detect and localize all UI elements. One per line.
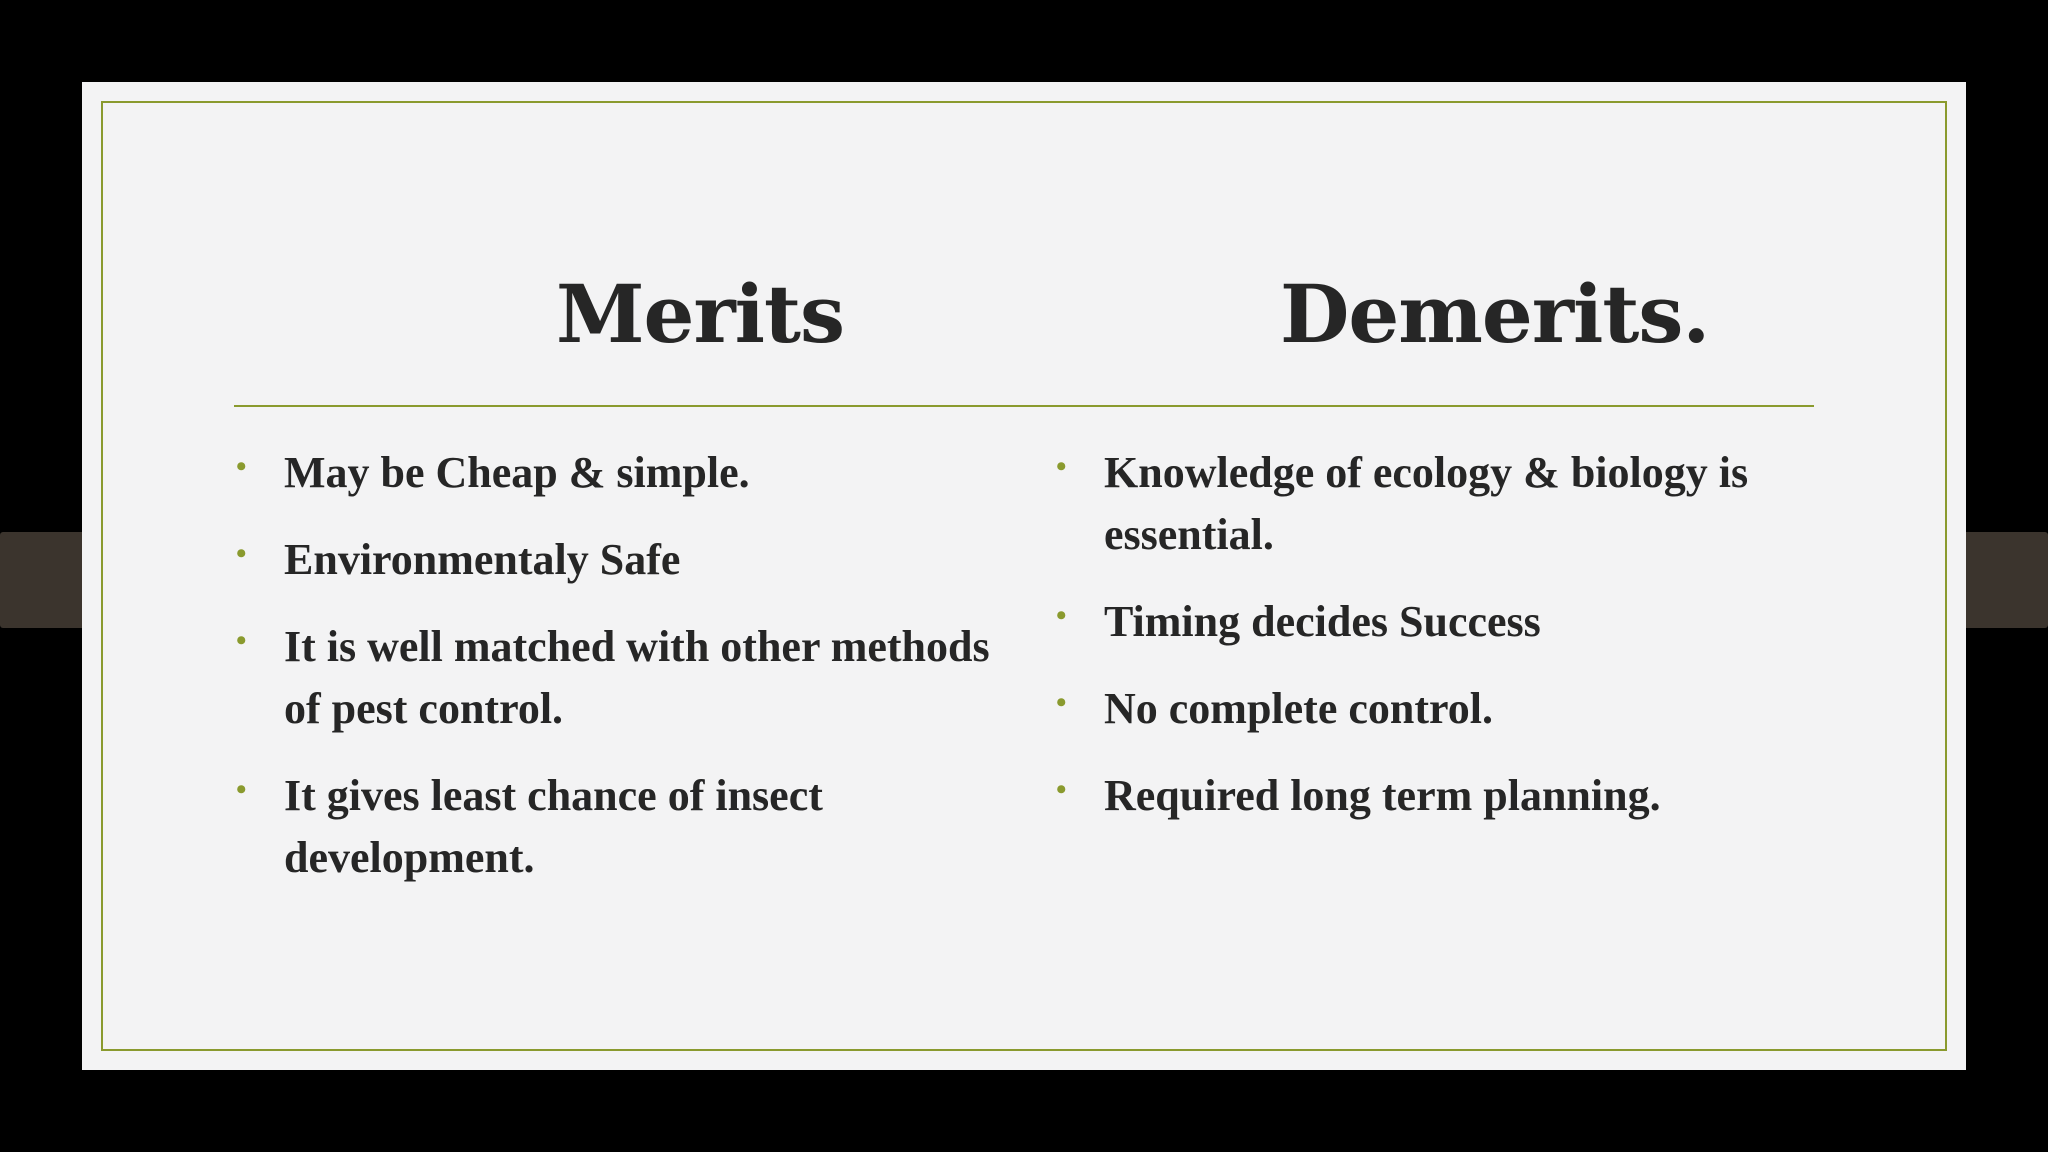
demerits-item-text: Knowledge of ecology & biology is essential. <box>1104 448 1749 559</box>
demerits-list-item <box>1056 442 1816 566</box>
bullet-dot-icon: • <box>236 450 247 483</box>
merits-list <box>236 442 996 914</box>
demerits-list-item <box>1056 765 1816 827</box>
merits-list-item <box>236 765 996 889</box>
bullet-dot-icon: • <box>1056 599 1067 632</box>
merits-item-text: It gives least chance of insect development. <box>284 771 823 882</box>
slide-canvas <box>82 82 1966 1070</box>
bullet-dot-icon: • <box>1056 686 1067 719</box>
heading-divider <box>234 405 1814 407</box>
merits-item-text: May be Cheap & simple. <box>284 448 750 497</box>
demerits-list <box>1056 442 1816 852</box>
demerits-list-item <box>1056 591 1816 653</box>
demerits-list-item <box>1056 678 1816 740</box>
demerits-item-text: Required long term planning. <box>1104 771 1661 820</box>
merits-list-item <box>236 616 996 740</box>
bullet-dot-icon: • <box>236 537 247 570</box>
merits-item-text: Environmentaly Safe <box>284 535 681 584</box>
bullet-dot-icon: • <box>236 624 247 657</box>
bullet-dot-icon: • <box>1056 450 1067 483</box>
merits-list-item <box>236 529 996 591</box>
bullet-dot-icon: • <box>236 773 247 806</box>
merits-list-item <box>236 442 996 504</box>
demerits-heading: Demerits. <box>1280 267 1710 361</box>
demerits-item-text: No complete control. <box>1104 684 1493 733</box>
merits-heading: Merits <box>556 267 844 361</box>
merits-item-text: It is well matched with other methods of pest control. <box>284 622 990 733</box>
bullet-dot-icon: • <box>1056 773 1067 806</box>
demerits-item-text: Timing decides Success <box>1104 597 1541 646</box>
